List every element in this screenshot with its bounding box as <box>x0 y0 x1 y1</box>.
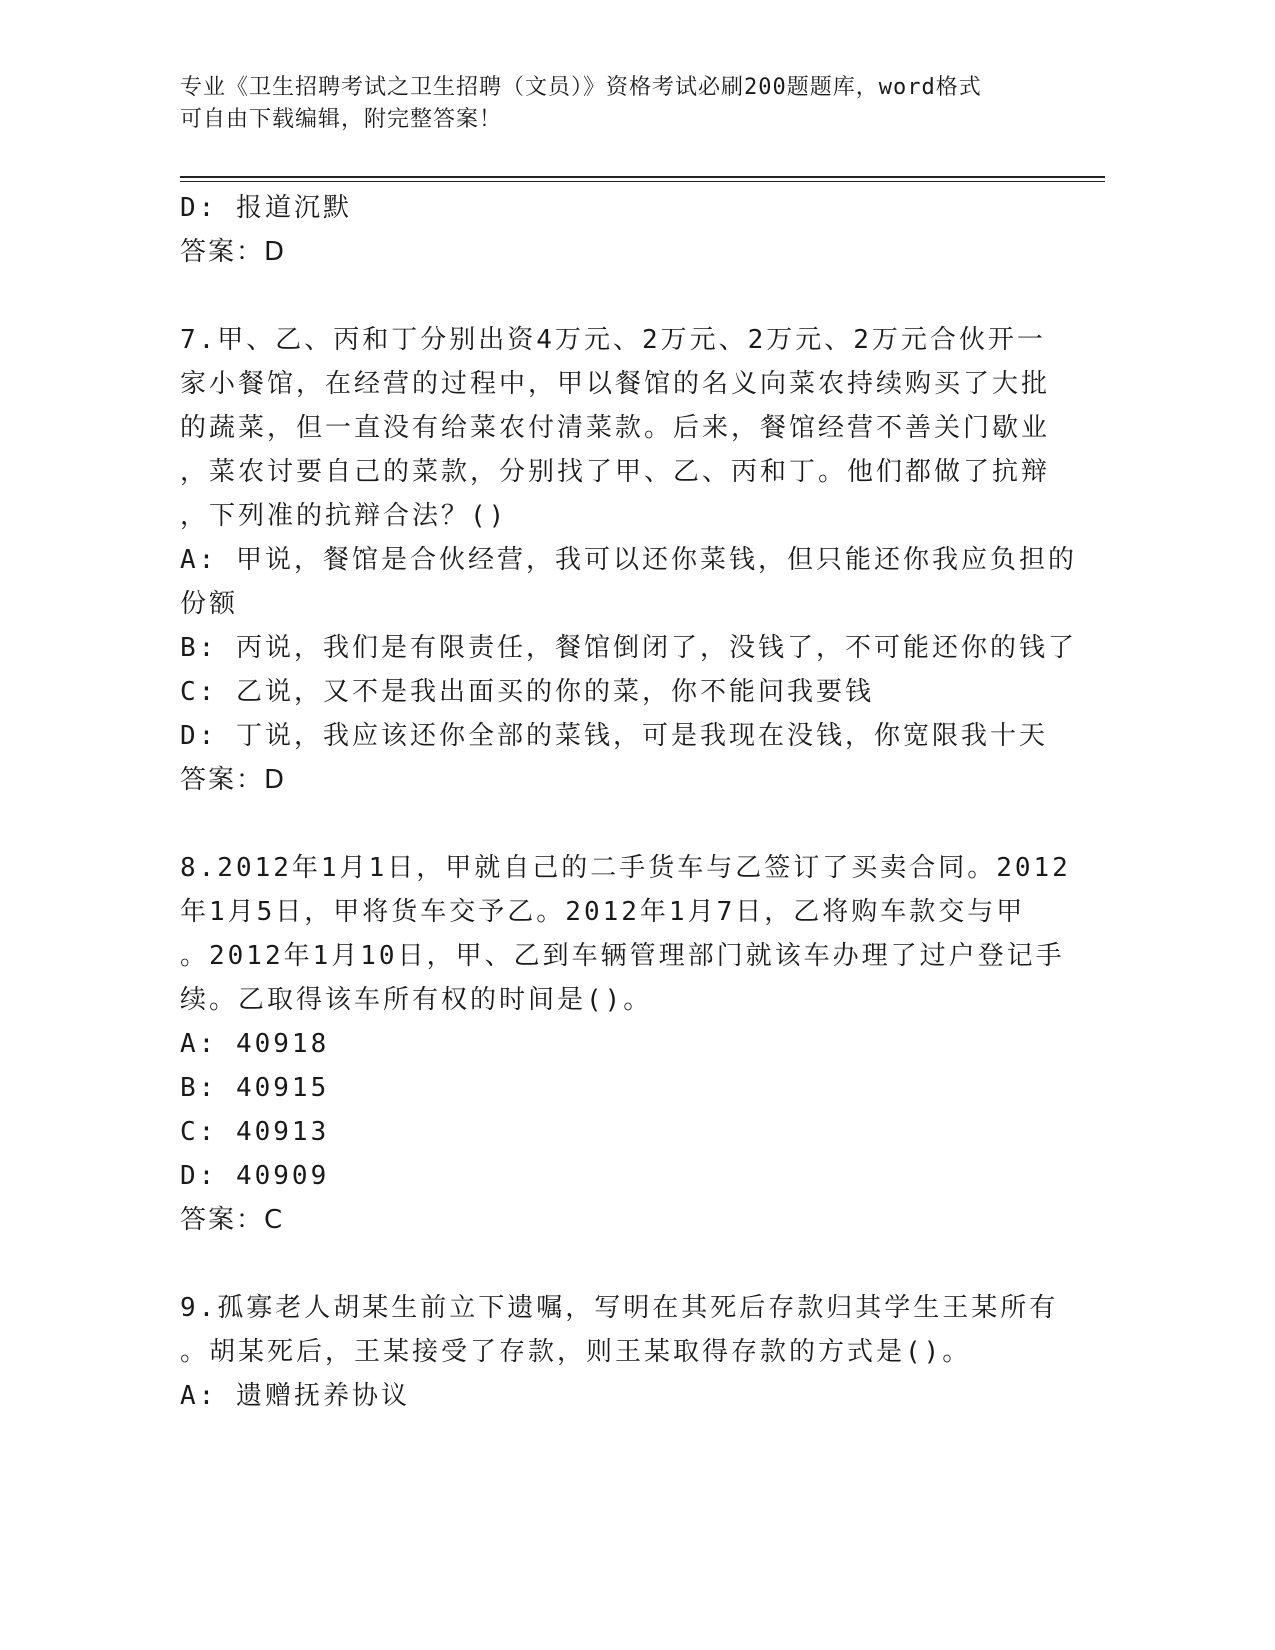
question-9 <box>180 1286 1060 1418</box>
spacer <box>180 802 1060 846</box>
q9-stem-line: 9.孤寡老人胡某生前立下遗嘱，写明在其死后存款归其学生王某所有 <box>180 1293 1059 1323</box>
q9-stem-line: 。胡某死后，王某接受了存款，则王某取得存款的方式是()。 <box>180 1337 972 1367</box>
q8-stem-line: 8.2012年1月1日，甲就自己的二手货车与乙签订了买卖合同。2012 <box>180 853 1071 883</box>
q7-option-c: C: 乙说，又不是我出面买的你的菜，你不能问我要钱 <box>180 677 874 707</box>
q7-option-a: A: 甲说，餐馆是合伙经营，我可以还你菜钱，但只能还你我应负担的 <box>180 545 1077 575</box>
q6-option-d: D: 报道沉默 <box>180 193 352 223</box>
q7-option-a-cont: 份额 <box>180 589 239 619</box>
q9-option-a: A: 遗赠抚养协议 <box>180 1381 410 1411</box>
question-7 <box>180 318 1077 802</box>
q6-answer: 答案：D <box>180 237 287 267</box>
document-body <box>180 186 1077 1418</box>
q7-stem-line: ，菜农讨要自己的菜款，分别找了甲、乙、丙和丁。他们都做了抗辩 <box>180 457 1051 487</box>
q7-option-d: D: 丁说，我应该还你全部的菜钱，可是我现在没钱，你宽限我十天 <box>180 721 1048 751</box>
q8-option-b: B: 40915 <box>180 1073 330 1103</box>
q8-option-d: D: 40909 <box>180 1161 330 1191</box>
spacer <box>180 1242 1060 1286</box>
q7-answer: 答案：D <box>180 765 287 795</box>
q8-option-c: C: 40913 <box>180 1117 330 1147</box>
q8-option-a: A: 40918 <box>180 1029 330 1059</box>
q7-stem-line: 家小餐馆，在经营的过程中，甲以餐馆的名义向菜农持续购买了大批 <box>180 369 1051 399</box>
header-line-1: 专业《卫生招聘考试之卫生招聘（文员）》资格考试必刷200题题库，word格式 <box>180 75 982 100</box>
q7-option-b: B: 丙说，我们是有限责任，餐馆倒闭了，没钱了，不可能还你的钱了 <box>180 633 1077 663</box>
q8-stem-line: 。2012年1月10日，甲、乙到车辆管理部门就该车办理了过户登记手 <box>180 941 1065 971</box>
question-8 <box>180 846 1071 1242</box>
q7-stem-line: 7.甲、乙、丙和丁分别出资4万元、2万元、2万元、2万元合伙开一 <box>180 325 1046 355</box>
header-divider-thick <box>180 176 1105 178</box>
q8-stem-line: 年1月5日，甲将货车交予乙。2012年1月7日，乙将购车款交与甲 <box>180 897 1026 927</box>
q8-stem-line: 续。乙取得该车所有权的时间是()。 <box>180 985 653 1015</box>
header-line-2: 可自由下载编辑，附完整答案！ <box>180 107 503 132</box>
page-header <box>180 72 1050 136</box>
q8-answer: 答案：C <box>180 1205 285 1235</box>
q7-stem-line: ，下列准的抗辩合法？() <box>180 501 508 531</box>
header-divider-thin <box>180 181 1105 182</box>
q7-stem-line: 的蔬菜，但一直没有给菜农付清菜款。后来，餐馆经营不善关门歇业 <box>180 413 1051 443</box>
spacer <box>180 274 1060 318</box>
